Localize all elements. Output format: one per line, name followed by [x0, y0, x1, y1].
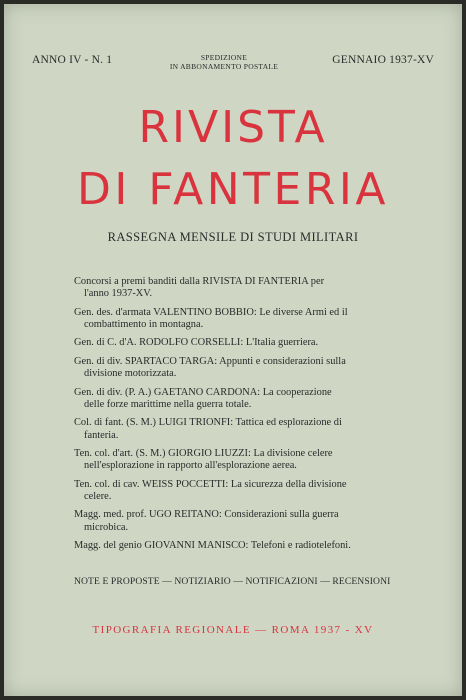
entry-first-line: Gen. di div. SPARTACO TARGA: Appunti e considerazioni sulla: [74, 355, 346, 367]
title-line-1: RIVISTA: [138, 102, 328, 153]
issue-date: GENNAIO 1937-XV: [332, 54, 434, 66]
title-line-2: DI FANTERIA: [77, 164, 389, 215]
postal-shipping-note: [154, 53, 294, 71]
contents-entry: [74, 337, 400, 349]
entry-continuation: fanteria.: [84, 429, 119, 441]
entry-first-line: Magg. del genio GIOVANNI MANISCO: Telefoni e radiotelefoni.: [74, 540, 351, 552]
contents-entry: [74, 356, 400, 380]
contents-entry: [74, 540, 400, 552]
entry-first-line: Gen. di div. (P. A.) GAETANO CARDONA: La cooperazione: [74, 386, 332, 398]
entry-continuation: combattimento in montagna.: [84, 318, 204, 330]
shipping-line-1: SPEDIZIONE: [200, 53, 248, 62]
entry-first-line: Magg. med. prof. UGO REITANO: Considerazioni sulla guerra: [74, 509, 339, 521]
table-of-contents: [74, 276, 400, 559]
entry-first-line: Col. di fant. (S. M.) LUIGI TRIONFI: Tattica ed esplorazione di: [74, 417, 342, 429]
entry-first-line: Ten. col. di cav. WEISS POCCETTI: La sicurezza della divisione: [74, 478, 347, 490]
shipping-line-2: IN ABBONAMENTO POSTALE: [169, 62, 279, 71]
issue-number: ANNO IV - N. 1: [32, 54, 113, 66]
sections-list: NOTE E PROPOSTE — NOTIZIARIO — NOTIFICAZIONI — RECENSIONI: [74, 576, 391, 587]
contents-entry: [74, 448, 400, 472]
entry-continuation: microbica.: [84, 521, 129, 533]
entry-continuation: celere.: [84, 490, 112, 502]
entry-continuation: l'anno 1937-XV.: [84, 288, 153, 300]
contents-entry: [74, 417, 400, 441]
entry-first-line: Concorsi a premi banditi dalla RIVISTA DI FANTERIA per: [74, 276, 325, 287]
contents-entry: [74, 479, 400, 503]
contents-entry: [74, 387, 400, 411]
entry-first-line: Gen. di C. d'A. RODOLFO CORSELLI: L'Italia guerriera.: [74, 337, 319, 349]
contents-entry: [74, 307, 400, 331]
entry-continuation: divisione motorizzata.: [84, 368, 177, 380]
magazine-cover: [4, 4, 462, 696]
entry-first-line: Ten. col. d'art. (S. M.) GIORGIO LIUZZI: La divisione celere: [74, 448, 333, 460]
entry-continuation: delle forze marittime nella guerra totale.: [84, 398, 252, 410]
contents-entry: [74, 276, 400, 300]
entry-first-line: Gen. des. d'armata VALENTINO BOBBIO: Le diverse Armi ed il: [74, 306, 348, 318]
contents-entry: [74, 509, 400, 533]
entry-continuation: nell'esplorazione in rapporto all'esplorazione aerea.: [84, 460, 297, 472]
subtitle: RASSEGNA MENSILE DI STUDI MILITARI: [107, 230, 359, 244]
printer-imprint: TIPOGRAFIA REGIONALE — ROMA 1937 - XV: [92, 624, 374, 636]
